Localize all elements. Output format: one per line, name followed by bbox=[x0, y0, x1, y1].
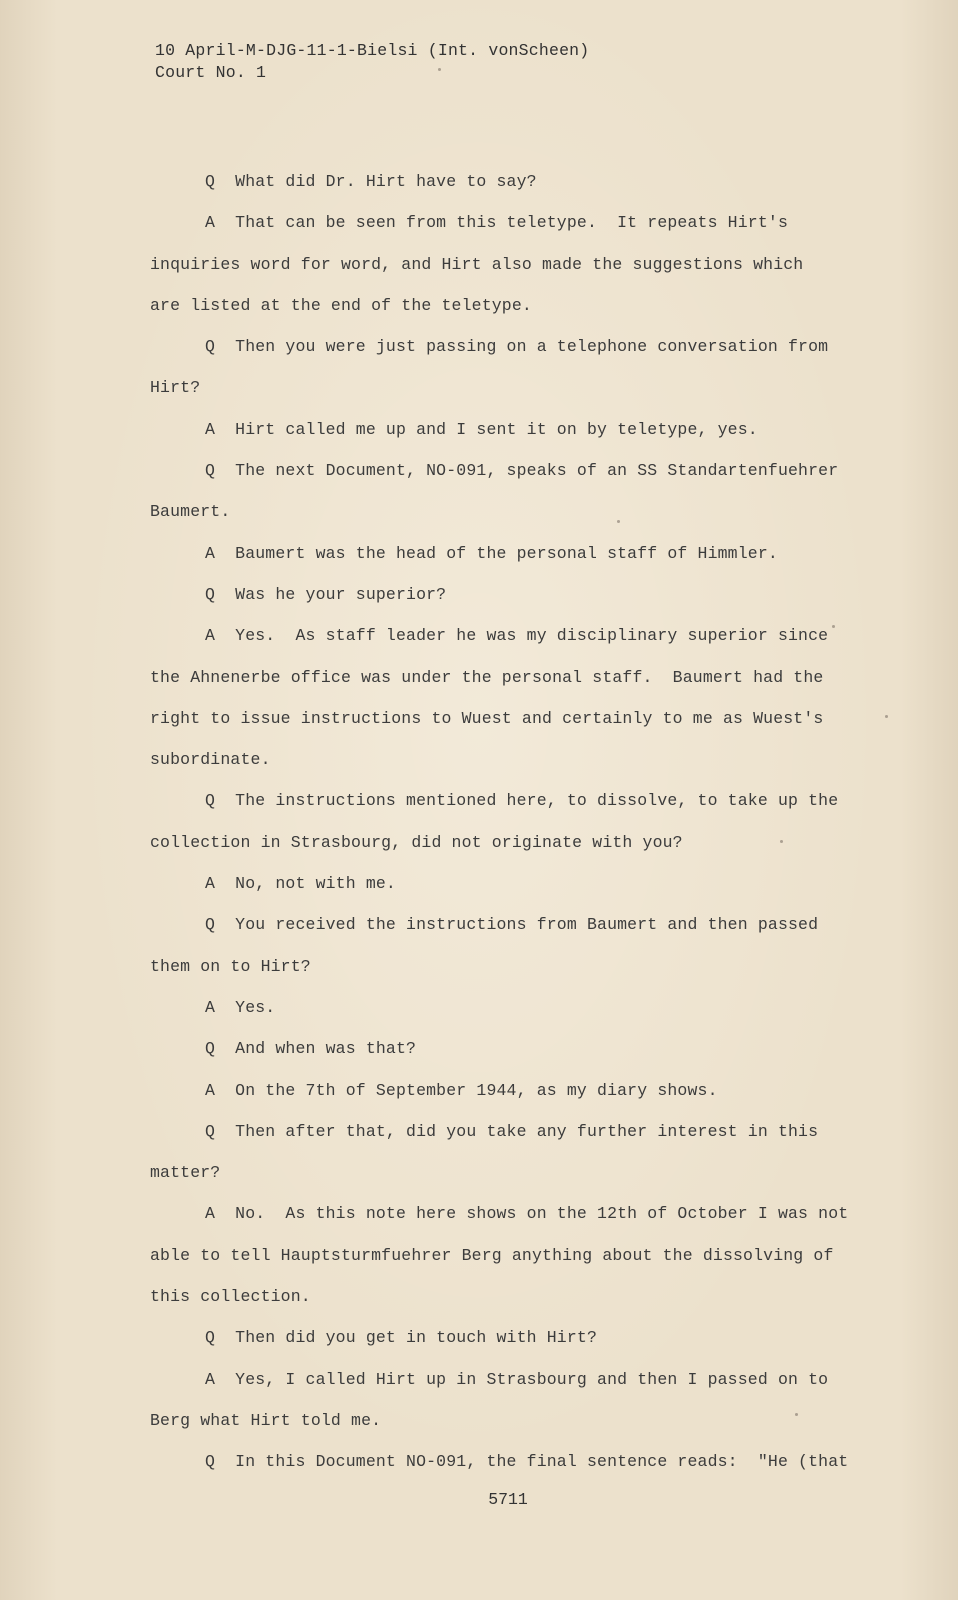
transcript-continuation: the Ahnenerbe office was under the personal staff. Baumert had the bbox=[150, 667, 824, 687]
page-number: 5711 bbox=[488, 1490, 528, 1509]
transcript-question: Q Then after that, did you take any further interest in this bbox=[205, 1121, 819, 1141]
transcript-question: Q And when was that? bbox=[205, 1039, 417, 1059]
transcript-answer: A That can be seen from this teletype. It repeats Hirt's bbox=[205, 213, 788, 233]
transcript-question: Q What did Dr. Hirt have to say? bbox=[205, 172, 537, 191]
transcript-continuation: Berg what Hirt told me. bbox=[150, 1410, 382, 1430]
transcript-answer: A Baumert was the head of the personal staff of Himmler. bbox=[205, 543, 778, 563]
transcript-question: Q You received the instructions from Baumert and then passed bbox=[205, 915, 819, 935]
transcript-question: Q The next Document, NO-091, speaks of an SS Standartenfuehrer bbox=[205, 461, 839, 481]
transcript-continuation: this collection. bbox=[150, 1287, 311, 1307]
transcript-question: Q Then you were just passing on a telephone conversation from bbox=[205, 337, 829, 357]
header-session-line: 10 April-M-DJG-11-1-Bielsi (Int. vonScheen) bbox=[155, 41, 590, 60]
document-header bbox=[155, 40, 589, 84]
transcript-continuation: are listed at the end of the teletype. bbox=[150, 295, 532, 315]
transcript-continuation: matter? bbox=[150, 1163, 221, 1183]
transcript-answer: A Yes. bbox=[205, 997, 276, 1017]
transcript-answer: A On the 7th of September 1944, as my diary shows. bbox=[205, 1080, 718, 1100]
transcript-continuation: inquiries word for word, and Hirt also made the suggestions which bbox=[150, 254, 804, 274]
transcript-answer: A Hirt called me up and I sent it on by teletype, yes. bbox=[205, 419, 758, 439]
transcript-continuation: collection in Strasbourg, did not originate with you? bbox=[150, 832, 683, 852]
transcript-continuation: subordinate. bbox=[150, 750, 271, 770]
transcript-continuation: able to tell Hauptsturmfuehrer Berg anything about the dissolving of bbox=[150, 1245, 834, 1265]
paper-speck bbox=[780, 840, 783, 843]
transcript-continuation: Hirt? bbox=[150, 378, 201, 398]
transcript-answer: A Yes, I called Hirt up in Strasbourg and then I passed on to bbox=[205, 1369, 829, 1389]
transcript-body bbox=[150, 161, 890, 1483]
transcript-question: Q Then did you get in touch with Hirt? bbox=[205, 1328, 598, 1348]
transcript-question: Q The instructions mentioned here, to dissolve, to take up the bbox=[205, 791, 839, 811]
paper-speck bbox=[438, 68, 441, 71]
transcript-continuation: right to issue instructions to Wuest and certainly to me as Wuest's bbox=[150, 708, 824, 728]
transcript-continuation: them on to Hirt? bbox=[150, 956, 311, 976]
transcript-answer: A No. As this note here shows on the 12th of October I was not bbox=[205, 1204, 849, 1224]
transcript-answer: A Yes. As staff leader he was my disciplinary superior since bbox=[205, 626, 829, 646]
paper-speck bbox=[617, 520, 620, 523]
paper-speck bbox=[795, 1413, 798, 1416]
paper-speck bbox=[832, 625, 835, 628]
paper-speck bbox=[885, 715, 888, 718]
header-court-line: Court No. 1 bbox=[155, 63, 267, 82]
transcript-question: Q Was he your superior? bbox=[205, 584, 447, 604]
transcript-answer: A No, not with me. bbox=[205, 874, 396, 894]
transcript-question: Q In this Document NO-091, the final sentence reads: "He (that bbox=[205, 1452, 849, 1472]
transcript-continuation: Baumert. bbox=[150, 502, 231, 522]
